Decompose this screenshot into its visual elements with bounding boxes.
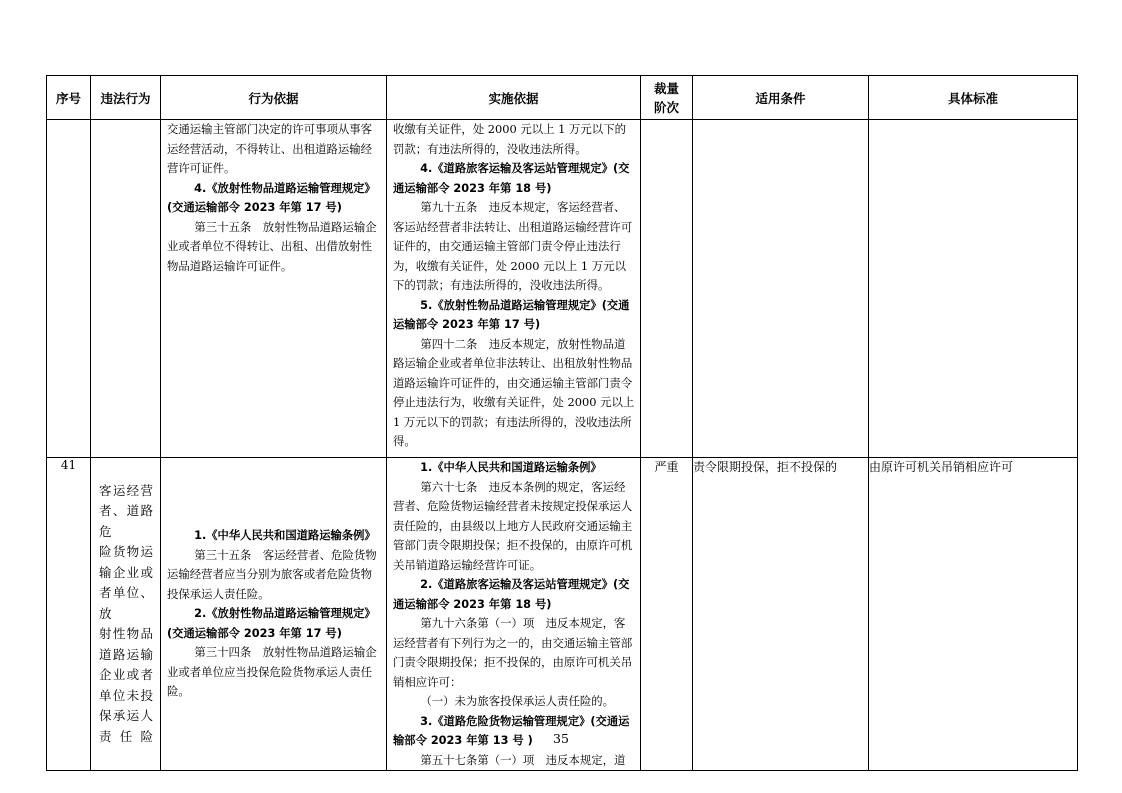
violation-line: 企业或者 (99, 667, 153, 683)
header-violation: 违法行为 (91, 76, 161, 120)
header-implementation: 实施依据 (387, 76, 641, 120)
violation-line: 者单位、放 (99, 585, 153, 621)
paragraph: 第三十四条 放射性物品道路运输企业或者单位应当投保危险货物承运人责任险。 (167, 645, 377, 699)
paragraph: 第六十七条 违反本条例的规定，客运经营者、危险货物运输经营者未按规定投保承运人责任险的，由县级以上地方人民政府交通运输主管部门责令限期投保；拒不投保的，由原许可机关吊销道路运输经营许可证。 (393, 479, 633, 572)
violation-line: 单位未投 (99, 687, 153, 703)
regulation-title: 2.《放射性物品道路运输管理规定》(交通运输部令 2023 年第 17 号) (167, 607, 376, 640)
row1-level-cell (641, 120, 693, 458)
paragraph: 第九十六条第（一）项 违反本规定，客运经营者有下列行为之一的，由交通运输主管部门责令限期投保；拒不投保的，由原许可机关吊销相应许可： (393, 616, 633, 689)
violation-line: 险货物运 (99, 544, 153, 560)
table-row (47, 458, 1078, 771)
paragraph: 第四十二条 违反本规定，放射性物品道路运输企业或者单位非法转让、出租放射性物品道路运输许可证件的，由交通运输主管部门责令停止违法行为，收缴有关证件，处 2000 元以上 1 万元以下的罚款；有违法所得的，没收违法所得。 (393, 336, 635, 448)
regulation-title: 2.《道路旅客运输及客运站管理规定》(交通运输部令 2023 年第 18 号) (393, 578, 630, 611)
row2-standard-cell: 由原许可机关吊销相应许可 (869, 458, 1078, 771)
header-level (641, 76, 693, 120)
row1-basis-text (161, 120, 386, 276)
row1-condition-cell (693, 120, 869, 458)
row2-implementation-cell (387, 458, 641, 771)
row2-implementation-text (387, 458, 640, 770)
regulation-title: 3.《道路危险货物运输管理规定》(交通运输部令 2023 年第 13 号 ) (393, 714, 630, 747)
regulation-title: 1.《中华人民共和国道路运输条例》 (194, 529, 376, 543)
row2-level-cell: 严重 (641, 458, 693, 771)
header-no: 序号 (47, 76, 91, 120)
regulation-title: 4.《道路旅客运输及客运站管理规定》(交通运输部令 2023 年第 18 号) (393, 162, 630, 195)
regulation-title: 1.《中华人民共和国道路运输条例》 (420, 461, 602, 474)
row2-basis-text (161, 526, 386, 702)
row1-no-cell (47, 120, 91, 458)
paragraph: 第五十七条第（一）项 违反本规定，道 (420, 752, 626, 767)
header-standard: 具体标准 (869, 76, 1078, 120)
header-condition: 适用条件 (693, 76, 869, 120)
page-number: 35 (553, 731, 569, 746)
header-basis: 行为依据 (161, 76, 387, 120)
paragraph: 交通运输主管部门决定的许可事项从事客运经营活动，不得转让、出租道路运输经营许可证件。 (167, 122, 373, 175)
paragraph: 收缴有关证件，处 2000 元以上 1 万元以下的罚款；有违法所得的，没收违法所得。 (393, 122, 626, 156)
violation-line: 者、道路危 (99, 503, 153, 539)
row1-implementation-text (387, 120, 640, 452)
header-level-line1: 裁量 (653, 80, 679, 96)
row2-condition-cell: 责令限期投保，拒不投保的 (693, 458, 869, 771)
row2-basis-cell (161, 458, 387, 771)
header-level-line2: 阶次 (653, 99, 679, 115)
paragraph: 第九十五条 违反本规定，客运经营者、客运站经营者非法转让、出租道路运输经营许可证件的，由交通运输主管部门责令停止违法行为，收缴有关证件，处 2000 元以上 1 万元以下的罚款；有违法所得的，没收违法所得。 (393, 200, 633, 292)
paragraph: （一）未为旅客投保承运人责任险的。 (420, 694, 615, 708)
row1-basis-cell (161, 120, 387, 458)
row1-violation-cell (91, 120, 161, 458)
table-header-row (47, 76, 1078, 120)
violation-line: 保承运人 (99, 708, 153, 724)
row2-violation-text (91, 481, 160, 748)
violation-line: 客运经营 (99, 482, 153, 498)
paragraph: 第三十五条 客运经营者、危险货物运输经营者应当分别为旅客或者危险货物投保承运人责任险。 (167, 547, 377, 601)
penalty-standard-table (46, 75, 1078, 771)
paragraph: 第三十五条 放射性物品道路运输企业或者单位不得转让、出租、出借放射性物品道路运输许可证件。 (167, 219, 377, 273)
violation-line: 责任险 (99, 728, 153, 744)
table-row (47, 120, 1078, 458)
violation-line: 输企业或 (99, 564, 153, 580)
violation-line: 射性物品 (99, 626, 153, 642)
row2-violation-cell (91, 458, 161, 771)
regulation-title: 5.《放射性物品道路运输管理规定》(交通运输部令 2023 年第 17 号) (393, 298, 630, 331)
row2-no-cell: 41 (47, 458, 91, 771)
row1-standard-cell (869, 120, 1078, 458)
row1-implementation-cell (387, 120, 641, 458)
violation-line: 道路运输 (99, 646, 153, 662)
regulation-title: 4.《放射性物品道路运输管理规定》(交通运输部令 2023 年第 17 号) (167, 181, 376, 214)
